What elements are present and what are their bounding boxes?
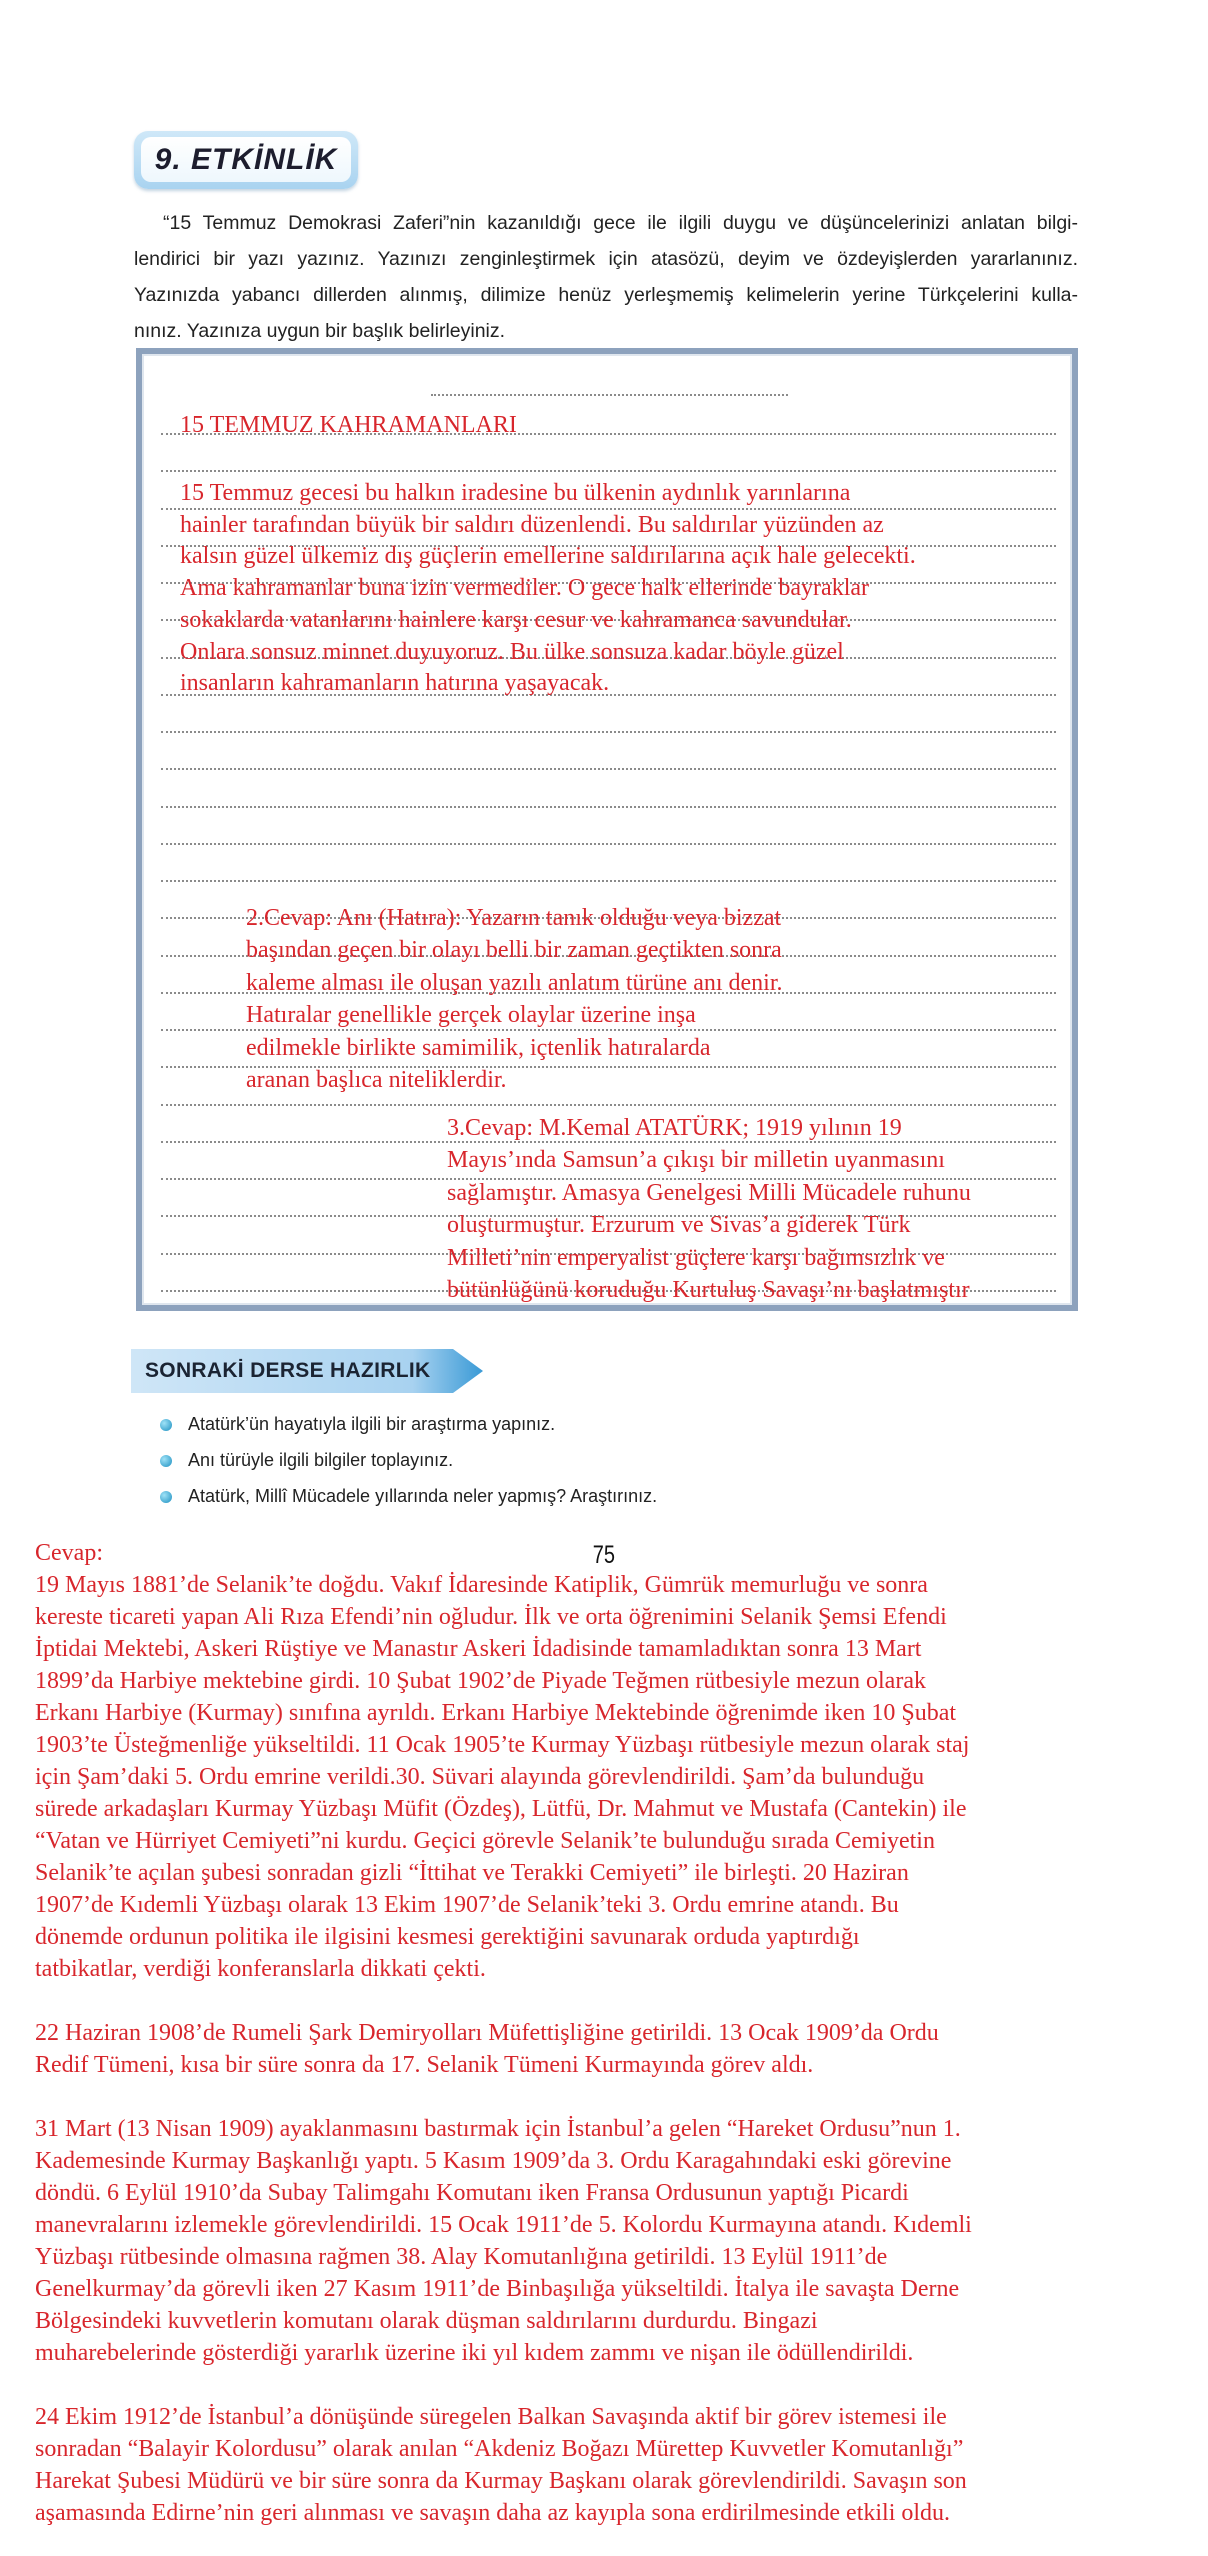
answer3-line: Mayıs’ında Samsun’a çıkışı bir milletin uyanmasını — [447, 1147, 945, 1174]
answer-line: Kademesinde Kurmay Başkanlığı yaptı. 5 Kasım 1909’da 3. Ordu Karagahındaki eski görevine — [35, 2148, 952, 2174]
answer-section — [35, 1537, 972, 2529]
dotted-writing-line — [161, 880, 1056, 882]
instruction-line: lendirici bir yazı yazınız. Yazınızı zenginleştirmek için atasözü, deyim ve özdeyişlerden yararlanınız. — [134, 248, 1078, 270]
answer-line: manevralarını izlemekle görevlendirildi. 15 Ocak 1911’de 5. Kolordu Kurmayına atandı. Kıdemli — [35, 2212, 972, 2238]
answer-line: aşamasında Edirne’nin geri alınması ve savaşın daha az kayıpla sona erdirilmesinde etkili oldu. — [35, 2500, 951, 2526]
bullet-icon — [160, 1491, 172, 1503]
answer-line: Harekat Şubesi Müdürü ve bir süre sonra da Kurmay Başkanı olarak görevlendirildi. Savaşın son — [35, 2468, 967, 2494]
essay-line: 15 Temmuz gecesi bu halkın iradesine bu ülkenin aydınlık yarınlarına — [180, 480, 851, 506]
answer3-line: 3.Cevap: M.Kemal ATATÜRK; 1919 yılının 19 — [447, 1115, 902, 1141]
answer-line: Genelkurmay’da görevli iken 27 Kasım 1911’de Binbaşılığa yükseltildi. İtalya ile savaşta Derne — [35, 2276, 960, 2302]
answer2-line: Hatıralar genellikle gerçek olaylar üzerine inşa — [246, 1002, 696, 1029]
answer2-line: aranan başlıca niteliklerdir. — [246, 1067, 507, 1093]
answer-line: Yüzbaşı rütbesinde olmasına rağmen 38. Alay Komutanlığına getirildi. 13 Eylül 1911’de — [35, 2244, 888, 2270]
answer-line: Redif Tümeni, kısa bir süre sonra da 17. Selanik Tümeni Kurmayında görev aldı. — [35, 2052, 814, 2078]
essay-line: insanların kahramanların hatırına yaşayacak. — [180, 670, 610, 697]
answer-line: 1907’de Kıdemli Yüzbaşı olarak 13 Ekim 1907’de Selanik’teki 3. Ordu emrine atandı. Bu — [35, 1892, 899, 1918]
essay-title: 15 TEMMUZ KAHRAMANLARI — [180, 412, 517, 438]
dotted-writing-line — [161, 843, 1056, 845]
answer-line — [35, 2081, 972, 2113]
next-lesson-banner — [131, 1349, 483, 1393]
bullet-icon — [160, 1419, 172, 1431]
page-number: 75 — [592, 1541, 616, 1569]
answer-line: İptidai Mektebi, Askeri Rüştiye ve Manastır Askeri İdadisinde tamamladıktan sonra 13 Mart — [35, 1636, 922, 1662]
answer-line: sürede arkadaşları Kurmay Yüzbaşı Müfit (Özdeş), Lütfü, Dr. Mahmut ve Mustafa (Cantekin) ile — [35, 1796, 967, 1822]
essay-line: Onlara sonsuz minnet duyuyoruz. Bu ülke sonsuza kadar böyle güzel — [180, 638, 844, 665]
dotted-writing-line — [161, 470, 1056, 472]
answer-line: 1903’te Üsteğmenliğe yükseltildi. 11 Ocak 1905’te Kurmay Yüzbaşı rütbesiyle mezun olarak staj — [35, 1732, 970, 1758]
answer3-line: Milleti’nin emperyalist güçlere karşı bağımsızlık ve — [447, 1244, 945, 1271]
answer-line: için Şam’daki 5. Ordu emrine verildi.30. Süvari alayında görevlendirildi. Şam’da bulunduğu — [35, 1764, 925, 1790]
answer2-line: 2.Cevap: Anı (Hatıra): Yazarın tanık olduğu veya bizzat — [246, 905, 782, 931]
answer-line: 31 Mart (13 Nisan 1909) ayaklanmasını bastırmak için İstanbul’a gelen “Hareket Ordusu”nun 1. — [35, 2116, 961, 2142]
instruction-line: nınız. Yazınıza uygun bir başlık belirleyiniz. — [134, 320, 506, 342]
answer-line: 19 Mayıs 1881’de Selanik’te doğdu. Vakıf İdaresinde Katiplik, Gümrük memurluğu ve sonra — [35, 1572, 928, 1598]
answer-line: “Vatan ve Hürriyet Cemiyeti”ni kurdu. Geçici görevle Selanik’te bulunduğu sırada Cemiyetin — [35, 1828, 935, 1854]
next-lesson-item-text: Anı türüyle ilgili bilgiler toplayınız. — [188, 1450, 454, 1470]
answer-label: Cevap: — [35, 1540, 103, 1566]
answer-line: Selanik’te açılan şubesi sonradan gizli “İttihat ve Terakki Cemiyeti” ile birleşti. 20 Haziran — [35, 1860, 909, 1886]
answer-line: 1899’da Harbiye mektebine girdi. 10 Şubat 1902’de Piyade Teğmen rütbesiyle mezun olarak — [35, 1668, 926, 1694]
answer2-line: kaleme alması ile oluşan yazılı anlatım türüne anı denir. — [246, 969, 783, 996]
answer3-line: sağlamıştır. Amasya Genelgesi Milli Mücadele ruhunu — [447, 1179, 971, 1206]
answer-line: Bölgesindeki kuvvetlerin komutanı olarak düşman saldırılarını durdurdu. Bingazi — [35, 2308, 818, 2334]
dotted-writing-line — [161, 731, 1056, 733]
answer-line — [35, 2369, 972, 2401]
answer-line — [35, 1985, 972, 2017]
activity-instructions — [134, 205, 1078, 349]
bullet-icon — [160, 1455, 172, 1467]
answer-line: kereste ticareti yapan Ali Rıza Efendi’nin oğludur. İlk ve orta öğrenimini Selanik Şemsi Efendi — [35, 1604, 947, 1630]
next-lesson-item — [160, 1486, 657, 1507]
next-lesson-title: SONRAKİ DERSE HAZIRLIK — [145, 1359, 431, 1382]
answer3-line: oluşturmuştur. Erzurum ve Sivas’a giderek Türk — [447, 1212, 911, 1239]
next-lesson-item-text: Atatürk’ün hayatıyla ilgili bir araştırma yapınız. — [188, 1414, 556, 1434]
activity-badge — [134, 131, 358, 189]
instruction-line: Yazınızda yabancı dillerden alınmış, dilimize henüz yerleşmemiş kelimelerin yerine Türkçelerini kulla- — [134, 284, 1078, 306]
dotted-writing-line — [161, 806, 1056, 808]
answer-line: 24 Ekim 1912’de İstanbul’a dönüşünde süregelen Balkan Savaşında aktif bir görev istemesi ile — [35, 2404, 947, 2430]
next-lesson-item — [160, 1414, 555, 1435]
dotted-writing-line — [161, 768, 1056, 770]
dotted-title-line — [431, 394, 788, 396]
essay-line: kalsın güzel ülkemiz dış güçlerin emellerine saldırılarına açık hale gelecekti. — [180, 543, 916, 570]
answer-line: dönemde ordunun politika ile ilgisini kesmesi gerektiğini savunarak orduda yaptırdığı — [35, 1924, 860, 1950]
writing-box — [136, 348, 1078, 1311]
answer-line: Erkanı Harbiye (Kurmay) sınıfına ayrıldı. Erkanı Harbiye Mektebinde öğrenimde iken 10 Şubat — [35, 1700, 957, 1726]
dotted-writing-line — [161, 1104, 1056, 1106]
answer2-line: edilmekle birlikte samimilik, içtenlik hatıralarda — [246, 1034, 711, 1061]
answer-line: 22 Haziran 1908’de Rumeli Şark Demiryolları Müfettişliğine getirildi. 13 Ocak 1909’da Ordu — [35, 2020, 939, 2046]
answer3-line: bütünlüğünü koruduğu Kurtuluş Savaşı’nı başlatmıştır — [447, 1277, 970, 1303]
answer-line: muharebelerinde gösterdiği yararlık üzerine iki yıl kıdem zammı ve nişan ile ödüllendirildi. — [35, 2340, 914, 2366]
essay-line: hainler tarafından büyük bir saldırı düzenlendi. Bu saldırılar yüzünden az — [180, 511, 884, 538]
next-lesson-item — [160, 1450, 453, 1471]
activity-title: 9. ETKİNLİK — [154, 142, 338, 176]
essay-line: sokaklarda vatanlarını hainlere karşı cesur ve kahramanca savundular. — [180, 606, 852, 633]
essay-line: Ama kahramanlar buna izin vermediler. O gece halk ellerinde bayraklar — [180, 575, 870, 602]
answer2-line: başından geçen bir olayı belli bir zaman geçtikten sonra — [246, 937, 782, 964]
answer-line: tatbikatlar, verdiği konferanslarla dikkati çekti. — [35, 1956, 486, 1982]
instruction-line: “15 Temmuz Demokrasi Zaferi”nin kazanıldığı gece ile ilgili duygu ve düşüncelerinizi anlatan bilgi- — [163, 212, 1078, 234]
next-lesson-item-text: Atatürk, Millî Mücadele yıllarında neler yapmış? Araştırınız. — [188, 1486, 658, 1506]
answer-line: döndü. 6 Eylül 1910’da Subay Talimgahı Komutanı iken Fransa Ordusunun yaptığı Picardi — [35, 2180, 909, 2206]
answer-line: sonradan “Balayir Kolordusu” olarak anılan “Akdeniz Boğazı Mürettep Kuvvetler Komutanlığı” — [35, 2436, 964, 2462]
